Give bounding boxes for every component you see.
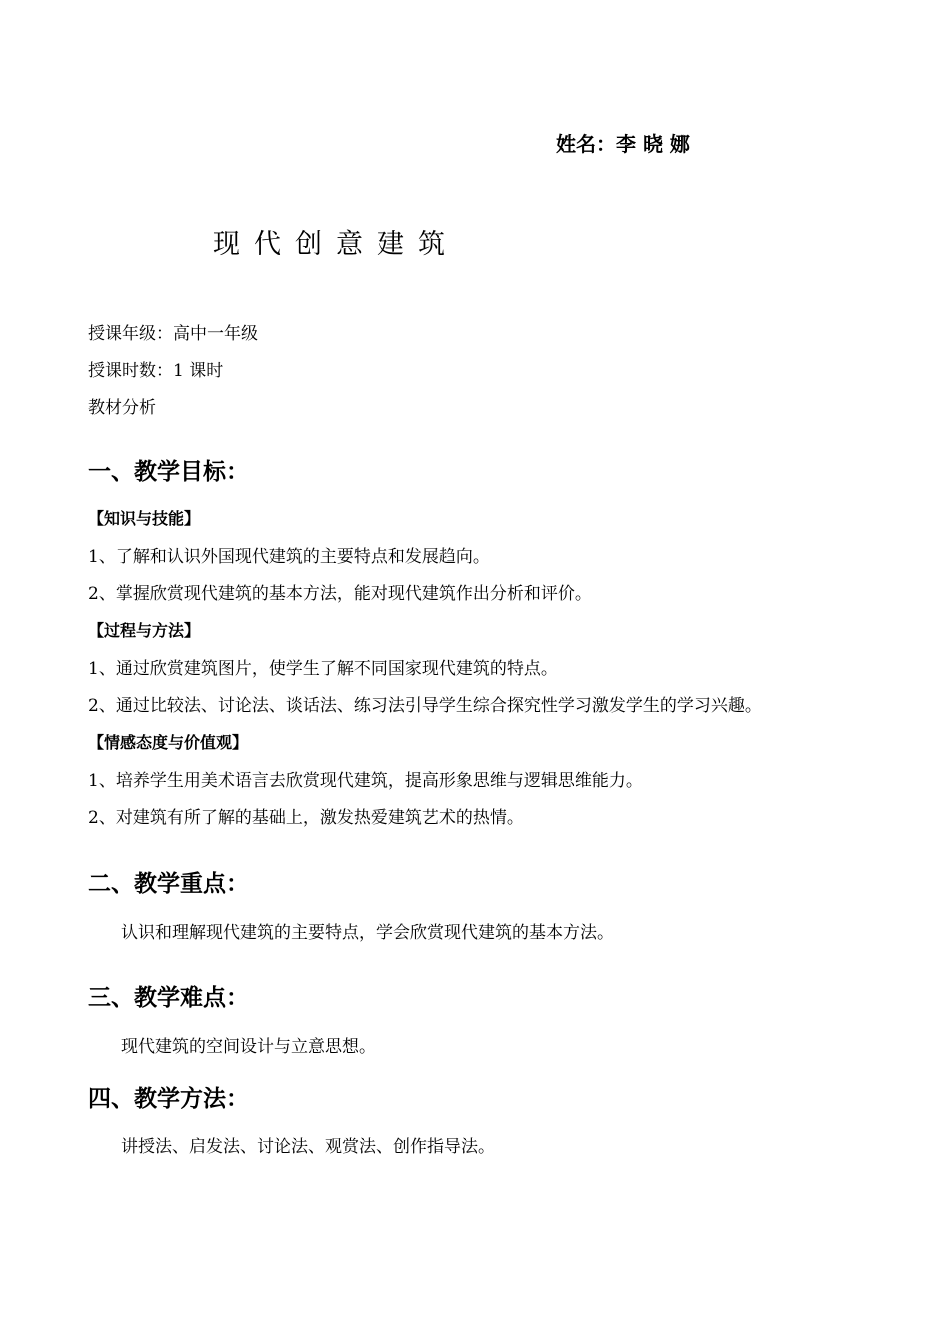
emotion-label: 【情感态度与价值观】 [88,733,249,752]
process-item-2: 2、通过比较法、讨论法、谈话法、练习法引导学生综合探究性学习激发学生的学习兴趣。 [88,696,762,716]
goals-heading: 一、教学目标： [88,459,249,485]
material-line: 教材分析 [88,398,156,418]
methods-heading: 四、教学方法： [88,1086,249,1112]
focus-text: 认识和理解现代建筑的主要特点，学会欣赏现代建筑的基本方法。 [121,923,614,943]
focus-heading: 二、教学重点： [88,871,249,897]
process-label: 【过程与方法】 [88,621,201,640]
process-item-1: 1、通过欣赏建筑图片，使学生了解不同国家现代建筑的特点。 [88,659,558,679]
methods-text: 讲授法、启发法、讨论法、观赏法、创作指导法。 [121,1137,495,1157]
difficulty-text: 现代建筑的空间设计与立意思想。 [121,1037,376,1057]
grade-line: 授课年级：高中一年级 [88,324,258,344]
difficulty-heading: 三、教学难点： [88,985,249,1011]
knowledge-item-2: 2、掌握欣赏现代建筑的基本方法，能对现代建筑作出分析和评价。 [88,584,592,604]
knowledge-label: 【知识与技能】 [88,509,201,528]
emotion-item-2: 2、对建筑有所了解的基础上，激发热爱建筑艺术的热情。 [88,808,524,828]
emotion-item-1: 1、培养学生用美术语言去欣赏现代建筑，提高形象思维与逻辑思维能力。 [88,771,643,791]
hours-line: 授课时数：1 课时 [88,361,224,381]
knowledge-item-1: 1、了解和认识外国现代建筑的主要特点和发展趋向。 [88,547,490,567]
document-title: 现代创意建筑 [213,229,459,260]
author-name: 姓名：李 晓 娜 [556,132,690,156]
